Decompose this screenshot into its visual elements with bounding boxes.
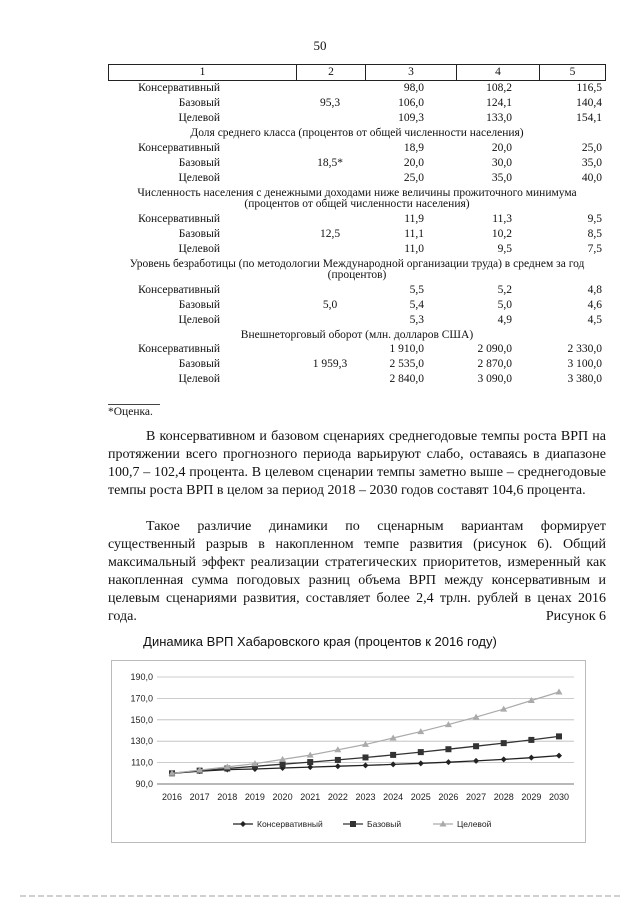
chart-title: Динамика ВРП Хабаровского края (процентов к 2016 году) bbox=[143, 634, 497, 649]
paragraph-1: В консервативном и базовом сценариях среднегодовые темпы роста ВРП на протяжении всего прогнозного периода варьируют слабо, оставаясь в диапазоне 100,7 – 102,4 процента. В целевом сценарии темпы заметно выше – среднегодовые темпы роста ВРП в целом за период 2018 – 2030 годов составят 104,6 процента. bbox=[108, 429, 606, 498]
table-row bbox=[108, 342, 606, 357]
value-cell-4: 2 870,0 bbox=[477, 358, 512, 370]
data-point-diamond bbox=[363, 762, 369, 768]
table-row bbox=[108, 357, 606, 372]
x-tick-label: 2024 bbox=[383, 792, 404, 802]
data-point-square bbox=[418, 749, 424, 755]
x-tick-label: 2025 bbox=[410, 792, 431, 802]
y-tick-label: 110,0 bbox=[131, 757, 153, 768]
legend-entry: Базовый bbox=[367, 819, 402, 829]
value-cell-5: 116,5 bbox=[576, 82, 602, 94]
table-section-title: Уровень безработицы (по методологии Международной организации труда) в среднем за год (процентов) bbox=[129, 257, 585, 281]
base-value-cell: 5,0 bbox=[322, 298, 338, 311]
data-point-square bbox=[445, 746, 451, 752]
value-cell-3: 25,0 bbox=[403, 171, 424, 184]
scenario-cell: Целевой bbox=[178, 171, 220, 184]
scenario-cell: Базовый bbox=[178, 358, 220, 370]
data-point-square bbox=[350, 821, 356, 827]
table-row bbox=[108, 156, 606, 171]
value-cell-5: 25,0 bbox=[581, 141, 602, 154]
table-section-title: Доля среднего класса (процентов от общей численности населения) bbox=[190, 127, 524, 139]
value-cell-4: 11,3 bbox=[492, 212, 512, 225]
x-tick-label: 2030 bbox=[548, 792, 570, 802]
data-point-diamond bbox=[501, 756, 507, 762]
scenario-cell: Базовый bbox=[178, 298, 220, 311]
y-tick-label: 90,0 bbox=[135, 779, 153, 789]
value-cell-4: 9,5 bbox=[497, 242, 512, 255]
value-cell-4: 133,0 bbox=[486, 112, 512, 124]
table-row bbox=[108, 96, 606, 111]
scenario-cell: Базовый bbox=[178, 227, 220, 240]
data-point-square bbox=[280, 761, 286, 767]
series-line-triangle bbox=[172, 692, 559, 773]
table-row bbox=[108, 81, 606, 96]
value-cell-5: 7,5 bbox=[587, 242, 602, 255]
value-cell-5: 3 100,0 bbox=[567, 358, 602, 370]
data-point-diamond bbox=[528, 755, 534, 761]
scenario-cell: Базовый bbox=[178, 156, 220, 169]
table-row bbox=[108, 227, 606, 242]
data-point-diamond bbox=[445, 759, 451, 765]
x-tick-label: 2021 bbox=[300, 792, 321, 802]
base-value-cell: 1 959,3 bbox=[312, 358, 348, 370]
value-cell-3: 106,0 bbox=[398, 97, 424, 109]
value-cell-5: 140,4 bbox=[576, 97, 602, 109]
value-cell-5: 4,5 bbox=[587, 313, 602, 326]
scenario-cell: Консервативный bbox=[138, 212, 220, 225]
legend-entry: Консервативный bbox=[257, 819, 323, 829]
value-cell-3: 2 840,0 bbox=[389, 373, 424, 385]
header-cell-4: 4 bbox=[495, 66, 501, 78]
value-cell-3: 2 535,0 bbox=[389, 358, 424, 370]
data-point-square bbox=[473, 743, 479, 749]
x-tick-label: 2019 bbox=[244, 792, 265, 802]
scenario-cell: Целевой bbox=[178, 313, 220, 326]
gdp-line-chart bbox=[111, 660, 586, 843]
value-cell-5: 154,1 bbox=[576, 112, 602, 124]
header-cell-2: 2 bbox=[328, 66, 334, 78]
value-cell-5: 2 330,0 bbox=[567, 343, 602, 355]
y-tick-label: 130,0 bbox=[130, 736, 153, 747]
scenario-cell: Консервативный bbox=[138, 82, 220, 94]
x-tick-label: 2028 bbox=[493, 792, 514, 802]
value-cell-5: 3 380,0 bbox=[567, 373, 602, 385]
x-tick-label: 2020 bbox=[272, 792, 293, 802]
header-cell-1: 1 bbox=[199, 66, 206, 78]
value-cell-4: 2 090,0 bbox=[477, 343, 512, 355]
value-cell-4: 5,0 bbox=[497, 298, 512, 311]
value-cell-3: 11,0 bbox=[404, 242, 424, 255]
data-point-square bbox=[307, 759, 313, 765]
table-section-title: Численность населения с денежными доходами ниже величины прожиточного минимума (процентов от общей численности населения) bbox=[137, 186, 577, 210]
value-cell-4: 30,0 bbox=[491, 156, 512, 169]
table-row bbox=[108, 372, 606, 387]
scenario-cell: Консервативный bbox=[138, 141, 220, 154]
value-cell-4: 35,0 bbox=[491, 171, 512, 184]
value-cell-3: 5,5 bbox=[409, 283, 424, 296]
scenario-cell: Целевой bbox=[178, 373, 220, 385]
value-cell-5: 40,0 bbox=[581, 171, 602, 184]
value-cell-4: 5,2 bbox=[497, 283, 512, 296]
value-cell-3: 109,3 bbox=[398, 112, 424, 124]
page-number: 50 bbox=[313, 38, 327, 53]
data-point-triangle bbox=[556, 688, 563, 694]
data-point-square bbox=[501, 740, 507, 746]
data-point-diamond bbox=[240, 821, 246, 827]
data-point-square bbox=[556, 733, 562, 739]
x-tick-label: 2018 bbox=[217, 792, 238, 802]
data-point-square bbox=[335, 757, 341, 763]
data-point-diamond bbox=[418, 760, 424, 766]
scenario-cell: Консервативный bbox=[138, 343, 220, 355]
base-value-cell: 12,5 bbox=[319, 227, 341, 240]
table-header-row bbox=[108, 64, 606, 81]
value-cell-3: 5,4 bbox=[409, 298, 424, 311]
figure-label: Рисунок 6 bbox=[545, 609, 606, 624]
footnote: *Оценка. bbox=[108, 406, 153, 418]
scenario-cell: Целевой bbox=[178, 112, 220, 124]
value-cell-4: 3 090,0 bbox=[477, 373, 512, 385]
base-value-cell: 18,5* bbox=[317, 156, 343, 169]
y-tick-label: 190,0 bbox=[130, 672, 153, 682]
x-tick-label: 2029 bbox=[521, 792, 542, 802]
table-row bbox=[108, 111, 606, 126]
data-point-square bbox=[528, 737, 534, 743]
table-row bbox=[108, 212, 606, 227]
value-cell-4: 4,9 bbox=[497, 313, 512, 326]
scenario-cell: Консервативный bbox=[138, 283, 220, 296]
value-cell-3: 18,9 bbox=[403, 141, 424, 154]
value-cell-5: 9,5 bbox=[587, 212, 602, 225]
table-row bbox=[108, 242, 606, 257]
x-tick-label: 2017 bbox=[189, 792, 210, 802]
table-body bbox=[108, 81, 606, 387]
value-cell-3: 11,9 bbox=[404, 212, 424, 225]
x-tick-label: 2023 bbox=[355, 792, 376, 802]
value-cell-3: 1 910,0 bbox=[389, 343, 424, 355]
scenario-cell: Базовый bbox=[178, 97, 220, 109]
y-tick-label: 170,0 bbox=[130, 693, 153, 704]
x-tick-label: 2027 bbox=[466, 792, 487, 802]
base-value-cell: 95,3 bbox=[319, 97, 341, 109]
data-point-diamond bbox=[556, 753, 562, 759]
scan-artifact bbox=[20, 895, 620, 897]
table-row bbox=[108, 313, 606, 328]
x-tick-label: 2016 bbox=[161, 792, 183, 802]
value-cell-5: 4,6 bbox=[587, 298, 602, 311]
value-cell-3: 20,0 bbox=[403, 156, 424, 169]
x-tick-label: 2026 bbox=[438, 792, 459, 802]
table-row bbox=[108, 283, 606, 298]
header-cell-3: 3 bbox=[408, 66, 414, 78]
value-cell-3: 11,1 bbox=[404, 227, 424, 240]
value-cell-4: 124,1 bbox=[486, 97, 512, 109]
footnote-rule bbox=[108, 404, 160, 405]
legend-entry: Целевой bbox=[457, 819, 492, 829]
paragraph-2: Такое различие динамики по сценарным вариантам формирует существенный разрыв в накопленном темпе развития (рисунок 6). Общий максимальный эффект реализации стратегических приоритетов, измеренный как накопленная сумма погодовых разниц объема ВРП между консервативным и целевым сценариями развития, составляет более 2,4 трлн. рублей в ценах 2016 года. bbox=[108, 519, 606, 624]
y-tick-label: 150,0 bbox=[130, 714, 153, 725]
table-row bbox=[108, 298, 606, 313]
data-point-square bbox=[363, 754, 369, 760]
x-tick-label: 2022 bbox=[327, 792, 348, 802]
table-row bbox=[108, 171, 606, 186]
scenario-cell: Целевой bbox=[178, 242, 220, 255]
table-section-title: Внешнеторговый оборот (млн. долларов США) bbox=[240, 328, 474, 341]
data-point-square bbox=[390, 752, 396, 758]
value-cell-3: 5,3 bbox=[409, 313, 424, 326]
value-cell-4: 108,2 bbox=[486, 82, 512, 94]
value-cell-5: 4,8 bbox=[587, 283, 602, 296]
value-cell-3: 98,0 bbox=[403, 82, 424, 94]
header-cell-5: 5 bbox=[569, 66, 576, 78]
table-row bbox=[108, 141, 606, 156]
data-point-diamond bbox=[335, 763, 341, 769]
value-cell-4: 20,0 bbox=[491, 141, 512, 154]
value-cell-5: 35,0 bbox=[581, 156, 602, 169]
forecast-table bbox=[108, 64, 606, 387]
value-cell-4: 10,2 bbox=[491, 227, 512, 240]
value-cell-5: 8,5 bbox=[587, 227, 602, 240]
